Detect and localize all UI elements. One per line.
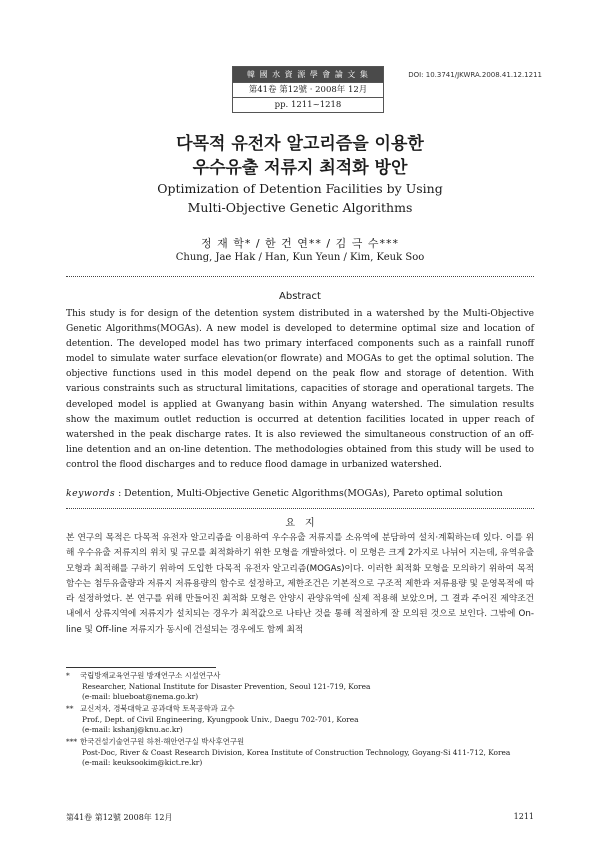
- authors-ko: 정 재 학* / 한 건 연** / 김 극 수***: [200, 237, 399, 250]
- title-en-line2: Multi-Objective Genetic Algorithms: [187, 200, 413, 215]
- divider: [66, 508, 534, 509]
- journal-volume: 第41卷 第12號 · 2008年 12月: [233, 82, 383, 97]
- footnote-affiliation-en: Researcher, National Institute for Disaster Prevention, Seoul 121-719, Korea: [82, 681, 371, 691]
- footnote-affiliation-ko: 국립방재교육연구원 방재연구소 시설연구사: [80, 671, 221, 680]
- summary-heading: 요 지: [285, 518, 315, 529]
- footnote-mark: *: [66, 671, 70, 680]
- footer-page-number: 1211: [513, 812, 534, 821]
- title-en-line1: Optimization of Detention Facilities by Using: [157, 181, 443, 196]
- abstract-heading: Abstract: [279, 291, 321, 302]
- authors-en: Chung, Jae Hak / Han, Kun Yeun / Kim, Keuk Soo: [175, 252, 425, 263]
- footnote-affiliation-ko: 교신저자, 경북대학교 공과대학 토목공학과 교수: [80, 704, 235, 713]
- doi: DOI: 10.3741/JKWRA.2008.41.12.1211: [408, 71, 542, 79]
- abstract-text: This study is for design of the detention system distributed in a watershed by the Multi-Objective Genetic Algorithms(MOGAs). A new model is developed to determine optimal size and location of detention. The developed model has two primary interfaced components such as a rainfall runoff model to simulate water surface elevation(or flowrate) and MOGAs to get the optimal solution. The objective functions used in this model depend on the peak flow and storage of detention. With various constraints such as structural limitations, capacities of storage and operational targets. The developed model is applied at Gwanyang basin within Anyang watershed. The simulation results show the maximum outlet reduction is occurred at detention facilities located in upper reach of watershed in the peak discharge rates. It is also reviewed the simultaneous construction of an off-line detention and an on-line detention. The methodologies obtained from this study will be used to control the flood discharges and to reduce flood damage in urbanized watershed.: [66, 309, 534, 470]
- footnote-email: (e-mail: keuksookim@kict.re.kr): [82, 758, 203, 768]
- keywords: [66, 488, 534, 499]
- footnote-3: [66, 737, 536, 769]
- divider: [66, 276, 534, 277]
- footnote-rule: [66, 667, 216, 668]
- footnote-mark: **: [66, 704, 74, 713]
- summary-text: 본 연구의 목적은 다목적 유전자 알고리즘을 이용하여 우수유출 저류지를 소유역에 분담하여 설치·계획하는데 있다. 이를 위해 우수유출 저류지의 위치 및 규모를 최적화하기 위한 모형을 개발하였다. 이 모형은 크게 2가지로 나뉘어 지는데, 유역유출모형과 최적해를 구하기 위하여 도입한 다목적 유전자 알고리즘(MOGAs)이다. 이러한 최적화 모형을 모의하기 위하여 목적함수는 첨두유출량과 저류지 저류용량의 함수로 설정하고, 제한조건은 기본적으로 구조적 제한과 저류용량 및 운영목적에 따라 설정하였다. 본 연구를 위해 만들어진 최적화 모형은 안양시 관양유역에 실제 적용해 보았으며, 그 결과 주어진 제약조건내에서 상류지역에 저류지가 설치되는 경우가 최적값으로 나타난 것을 통해 적절하게 잘 모의된 것으로 보인다. 그밖에 On-line 및 Off-line 저류지가 동시에 건설되는 경우에도 함께 최적: [66, 533, 534, 635]
- footer-journal-issue: 第41卷 第12號 2008年 12月: [66, 813, 173, 822]
- keywords-text: : Detention, Multi-Objective Genetic Algorithms(MOGAs), Pareto optimal solution: [118, 488, 503, 499]
- footnote-mark: ***: [66, 737, 78, 746]
- footnote-affiliation-en: Post-Doc, River & Coast Research Division, Korea Institute of Construction Technology, Goyang-Si 411-712, Korea: [82, 747, 511, 757]
- footnote-affiliation-ko: 한국건설기술연구원 하천·해안연구실 박사후연구원: [80, 737, 245, 746]
- footnote-email: (e-mail: kshanj@knu.ac.kr): [82, 725, 183, 735]
- journal-name: 韓 國 水 資 源 學 會 論 文 集: [233, 67, 383, 82]
- title-ko-line2: 우수유출 저류지 최적화 방안: [192, 158, 408, 178]
- footnote-email: (e-mail: blueboat@nema.go.kr): [82, 692, 199, 702]
- footnote-2: [66, 704, 536, 736]
- journal-pages: pp. 1211~1218: [233, 97, 383, 112]
- footnote-1: [66, 671, 536, 703]
- footnote-affiliation-en: Prof., Dept. of Civil Engineering, Kyungpook Univ., Daegu 702-701, Korea: [82, 714, 359, 724]
- journal-info-box: [232, 66, 384, 113]
- title-ko-line1: 다목적 유전자 알고리즘을 이용한: [176, 134, 424, 154]
- keywords-label: keywords: [66, 488, 116, 499]
